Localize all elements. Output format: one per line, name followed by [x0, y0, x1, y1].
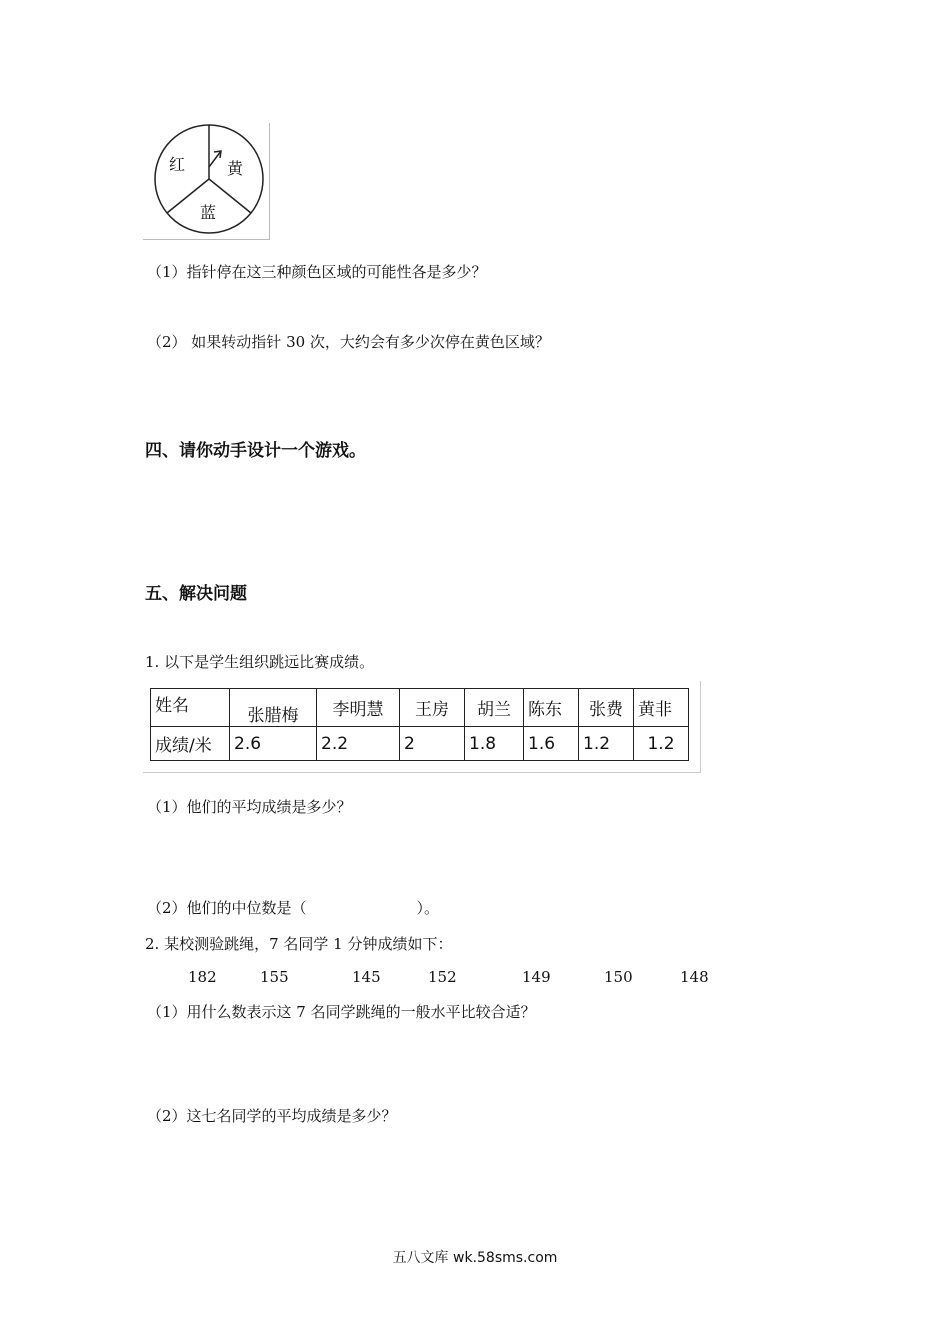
spinner-pointer — [209, 151, 221, 167]
table-row-names — [151, 689, 689, 727]
table-cell-name: 王房 — [400, 689, 465, 727]
problem-2-question-2: （2）这七名同学的平均成绩是多少？ — [147, 1107, 397, 1125]
table-cell-score: 1.2 — [634, 727, 689, 761]
problem-2-intro: 2. 某校测验跳绳，7 名同学 1 分钟成绩如下： — [145, 935, 453, 953]
jump-rope-score: 152 — [428, 968, 457, 986]
problem-2-question-1: （1）用什么数表示这 7 名同学跳绳的一般水平比较合适？ — [147, 1003, 536, 1021]
table-cell-score: 1.6 — [524, 727, 579, 761]
section-5-heading: 五、解决问题 — [145, 584, 247, 604]
table-row-scores — [151, 727, 689, 761]
problem-1-question-2 — [147, 897, 439, 918]
table-cell-name: 李明慧 — [317, 689, 400, 727]
table-row-label: 成绩/米 — [151, 727, 230, 761]
table-header-label: 姓名 — [151, 689, 230, 727]
spinner-label-yellow: 黄 — [227, 159, 244, 178]
table-cell-name: 黄非 — [634, 689, 689, 727]
spinner-question-2: （2） 如果转动指针 30 次，大约会有多少次停在黄色区域？ — [147, 333, 550, 351]
jump-rope-score: 145 — [352, 968, 381, 986]
jump-rope-score: 148 — [680, 968, 709, 986]
table-cell-score: 2.2 — [317, 727, 400, 761]
table-cell-name: 胡兰 — [465, 689, 524, 727]
footer-watermark: 五八文库 wk.58sms.com — [392, 1250, 558, 1266]
table-cell-name: 陈东 — [524, 689, 579, 727]
table-cell-score: 2.6 — [230, 727, 317, 761]
spinner-question-1: （1）指针停在这三种颜色区域的可能性各是多少？ — [147, 263, 487, 281]
table-cell-name: 张费 — [579, 689, 634, 727]
median-question-suffix: ）。 — [416, 899, 440, 917]
section-4-heading: 四、请你动手设计一个游戏。 — [145, 441, 366, 461]
score-table — [150, 688, 689, 761]
jump-rope-score: 155 — [260, 968, 289, 986]
spinner-label-blue: 蓝 — [200, 203, 217, 222]
table-cell-name: 张腊梅 — [230, 689, 317, 727]
jump-rope-score: 150 — [604, 968, 633, 986]
table-cell-score: 1.8 — [465, 727, 524, 761]
problem-1-intro: 1. 以下是学生组织跳远比赛成绩。 — [145, 653, 375, 671]
table-cell-score: 2 — [400, 727, 465, 761]
problem-1-question-1: （1）他们的平均成绩是多少？ — [147, 798, 352, 816]
score-table-wrapper — [143, 681, 701, 773]
table-cell-score: 1.2 — [579, 727, 634, 761]
spinner-diagram — [143, 123, 270, 240]
jump-rope-score: 182 — [188, 968, 217, 986]
jump-rope-score: 149 — [522, 968, 551, 986]
median-question-prefix: （2）他们的中位数是（ — [147, 899, 307, 917]
spinner-label-red: 红 — [169, 155, 186, 174]
